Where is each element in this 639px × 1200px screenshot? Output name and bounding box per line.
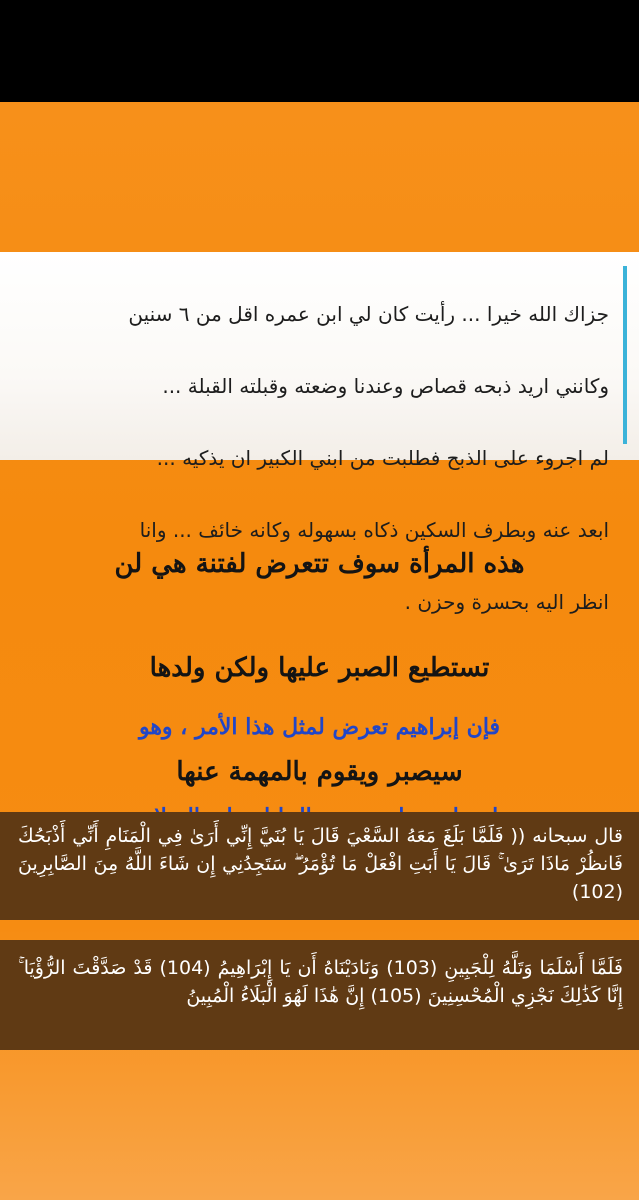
quote-line: جزاك الله خيرا ... رأيت كان لي ابن عمره اقل من ٦ سنين (128, 302, 609, 326)
main-line: سيصبر ويقوم بالمهمة عنها (176, 757, 463, 787)
verse-box-first (0, 812, 639, 920)
main-line: تستطيع الصبر عليها ولكن ولدها (149, 653, 490, 683)
quote-accent-bar (623, 266, 627, 444)
verse-box-second (0, 940, 639, 1050)
verse-text-first: قال سبحانه (( فَلَمَّا بَلَغَ مَعَهُ السَّعْيَ قَالَ يَا بُنَيَّ إِنِّي أَرَىٰ فِي الْمَنَامِ أَنِّي أَذْبَحُكَ فَانظُرْ مَاذَا تَرَىٰ ۚ قَالَ يَا أَبَتِ افْعَلْ مَا تُؤْمَرُ ۖ سَتَجِدُنِي إِن شَاءَ اللَّهُ مِنَ الصَّابِرِينَ (102) (18, 825, 623, 903)
blue-line: فإن إبراهيم تعرض لمثل هذا الأمر ، وهو (138, 714, 501, 740)
quote-line: وكانني اريد ذبحه قصاص وعندنا وضعته وقبلته القبلة ... (162, 374, 609, 398)
quote-line: ابعد عنه وبطرف السكين ذكاه بسهوله وكانه خائف ... وانا (139, 518, 609, 542)
quote-line: انظر اليه بحسرة وحزن . (404, 590, 609, 614)
quote-line: لم اجروء على الذبح فطلبت من ابني الكبير ان يذكيه ... (156, 446, 609, 470)
verse-text-second: فَلَمَّا أَسْلَمَا وَتَلَّهُ لِلْجَبِينِ (103) وَنَادَيْنَاهُ أَن يَا إِبْرَاهِيمُ (104) قَدْ صَدَّقْتَ الرُّؤْيَا ۚ إِنَّا كَذَٰلِكَ نَجْزِي الْمُحْسِنِينَ (105) إِنَّ هَٰذَا لَهُوَ الْبَلَاءُ الْمُبِينُ (18, 957, 623, 1007)
top-black-bar (0, 0, 639, 102)
main-line: هذه المرأة سوف تتعرض لفتنة هي لن (114, 549, 525, 579)
